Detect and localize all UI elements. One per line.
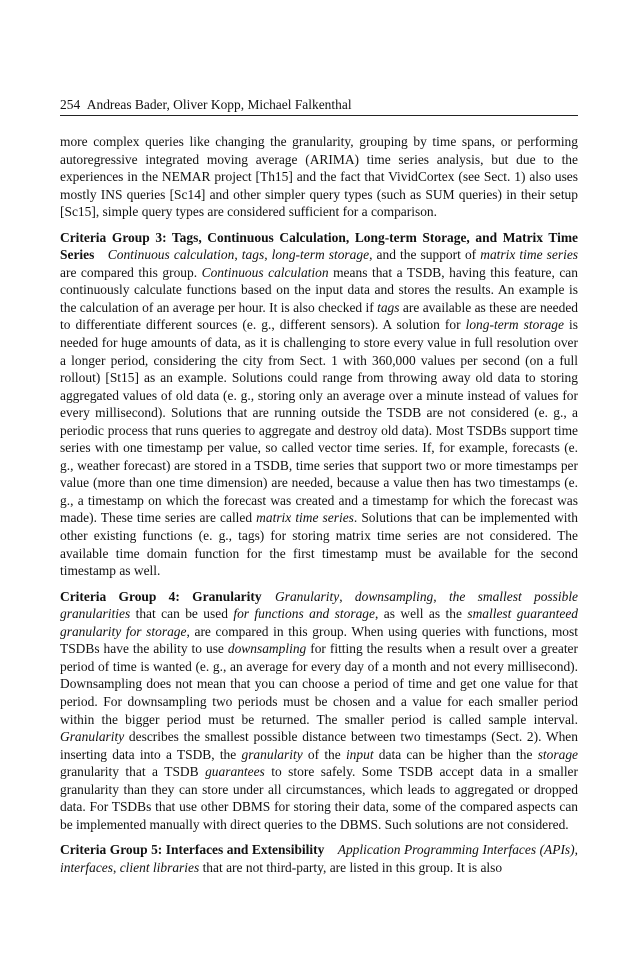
body-text: granularity that a TSDB (60, 764, 206, 780)
emphasized-term: client libraries (119, 859, 200, 875)
emphasized-term: granularity (241, 746, 303, 762)
body-text: , and the support of (369, 247, 481, 263)
emphasized-term: long-term storage (465, 317, 564, 333)
running-header-authors: Andreas Bader, Oliver Kopp, Michael Falkenthal (86, 97, 352, 112)
emphasized-term: interfaces (60, 859, 113, 875)
body-text: that can be used (130, 606, 234, 622)
emphasized-term: downsampling (354, 588, 434, 604)
paragraph-continuation (60, 133, 578, 221)
body-text: , as well as the (375, 606, 468, 622)
emphasized-term: matrix time series (480, 247, 579, 263)
body-text: , (339, 588, 355, 604)
body-text: , (113, 859, 120, 875)
body-text: , (264, 247, 272, 263)
paragraph-criteria-group-4 (60, 588, 578, 834)
body-text: , (433, 588, 449, 604)
body-text: more complex queries like changing the granularity, grouping by time spans, or performing autoregressive integrated moving average (ARIMA) time series analysis, but due to the experiences in the NEMAR project [Th15] and the fact that VividCortex (see Sect. 1) also uses mostly INS queries [Sc14] and other simpler query types (such as SUM queries) in their setup [Sc15], simple query types are considered sufficient for a comparison. (60, 134, 578, 220)
body-text: are available as these are needed to differentiate different sources (e. g., different sensors). A solution for (60, 299, 578, 333)
paragraph-heading: Criteria Group 3: Tags, Continuous Calculation, Long-term Storage, and Matrix Time Series (60, 229, 578, 263)
running-header (60, 96, 578, 116)
paragraph-criteria-group-5 (60, 841, 578, 876)
emphasized-term: matrix time series (256, 510, 354, 526)
emphasized-term: Application Programming Interfaces (APIs) (337, 842, 575, 858)
paragraph-heading: Criteria Group 5: Interfaces and Extensibility (60, 842, 325, 858)
emphasized-term: tags (241, 247, 265, 263)
emphasized-term: Granularity (275, 588, 340, 604)
emphasized-term: Granularity (60, 729, 125, 745)
emphasized-term: Continuous calculation (107, 247, 235, 263)
emphasized-term: Continuous calculation (201, 264, 329, 280)
emphasized-term: the smallest possible granularities (60, 588, 579, 622)
body-text: is needed for huge amounts of data, as it is challenging to store every value in full resolution over a longer period, considering the city from Sect. 1 with 360,000 values per second (on a full rollout) [St15] as an example. Solutions could range from throwing away old data to storing aggregated values of old data (e. g., storing only an average over a minute instead of values for every millisecond). Solutions that are running outside the TSDB are not considered (e. g., a periodic process that runs queries to aggregate and destroy old data). Most TSDBs support time series with one timestamp per value, so called vector time series. If, for example, forecasts (e. g., weather forecast) are stored in a TSDB, time series that support two or more timestamps per value (more than one time dimension) are needed, because a value then has two timestamps (e. g., a timestamp on which the forecast was created and a timestamp for which the forecast was made). These time series are called (60, 317, 579, 526)
body-text: describes the smallest possible distance between two timestamps (Sect. 2). When inserting data into a TSDB, the (60, 729, 578, 762)
body-text: data can be higher than the (373, 746, 538, 762)
body-text: , are compared in this group. When using queries with functions, most TSDBs have the ability to use (60, 623, 578, 657)
emphasized-term: input (345, 746, 374, 762)
body-text: means that a TSDB, having this feature, can continuously calculate functions based on the input data and stores the results. An example is the calculation of an average per hour. It is also checked if (60, 264, 578, 315)
body-text: that are not third-party, are listed in this group. It is also (199, 859, 503, 875)
page-number: 254 (60, 97, 81, 112)
body-text: , (574, 842, 578, 858)
body-text: to store safely. Some TSDB accept data in a smaller granularity than they can store under all circumstances, which leads to aggregated or dropped data. For TSDBs that use other DBMS for storing their data, some of the compared aspects can be implemented manually with direct queries to the DBMS. Such solutions are not considered. (60, 764, 578, 832)
paper-page (60, 96, 578, 884)
paragraph-heading: Criteria Group 4: Granularity (60, 588, 262, 604)
emphasized-term: long-term storage (271, 247, 370, 263)
body-text: of the (302, 746, 346, 762)
emphasized-term: smallest guaranteed granularity for storage (60, 606, 579, 639)
emphasized-term: storage (537, 746, 578, 762)
body-text: , (234, 247, 242, 263)
emphasized-term: downsampling (227, 641, 307, 657)
body-text: . Solutions that can be implemented with other existing functions (e. g., tags) for storing matrix time series are not considered. The available time domain function for the first timestamp must be available for the second timestamp as well. (60, 510, 578, 579)
emphasized-term: for functions and storage (233, 606, 375, 622)
paragraph-criteria-group-3 (60, 229, 578, 580)
body-text: for fitting the results when a result over a greater period of time is wanted (e. g., an average for every day of a month and not every millisecond). Downsampling does not mean that you can choose a period of time and get one value for that period. For downsampling two periods must be chosen and a value for each smaller period within the bigger period must be returned. The smaller period is called sample interval. (60, 641, 578, 727)
body-text: are compared this group. (60, 264, 202, 280)
emphasized-term: tags (377, 299, 400, 315)
emphasized-term: guarantees (205, 764, 265, 780)
